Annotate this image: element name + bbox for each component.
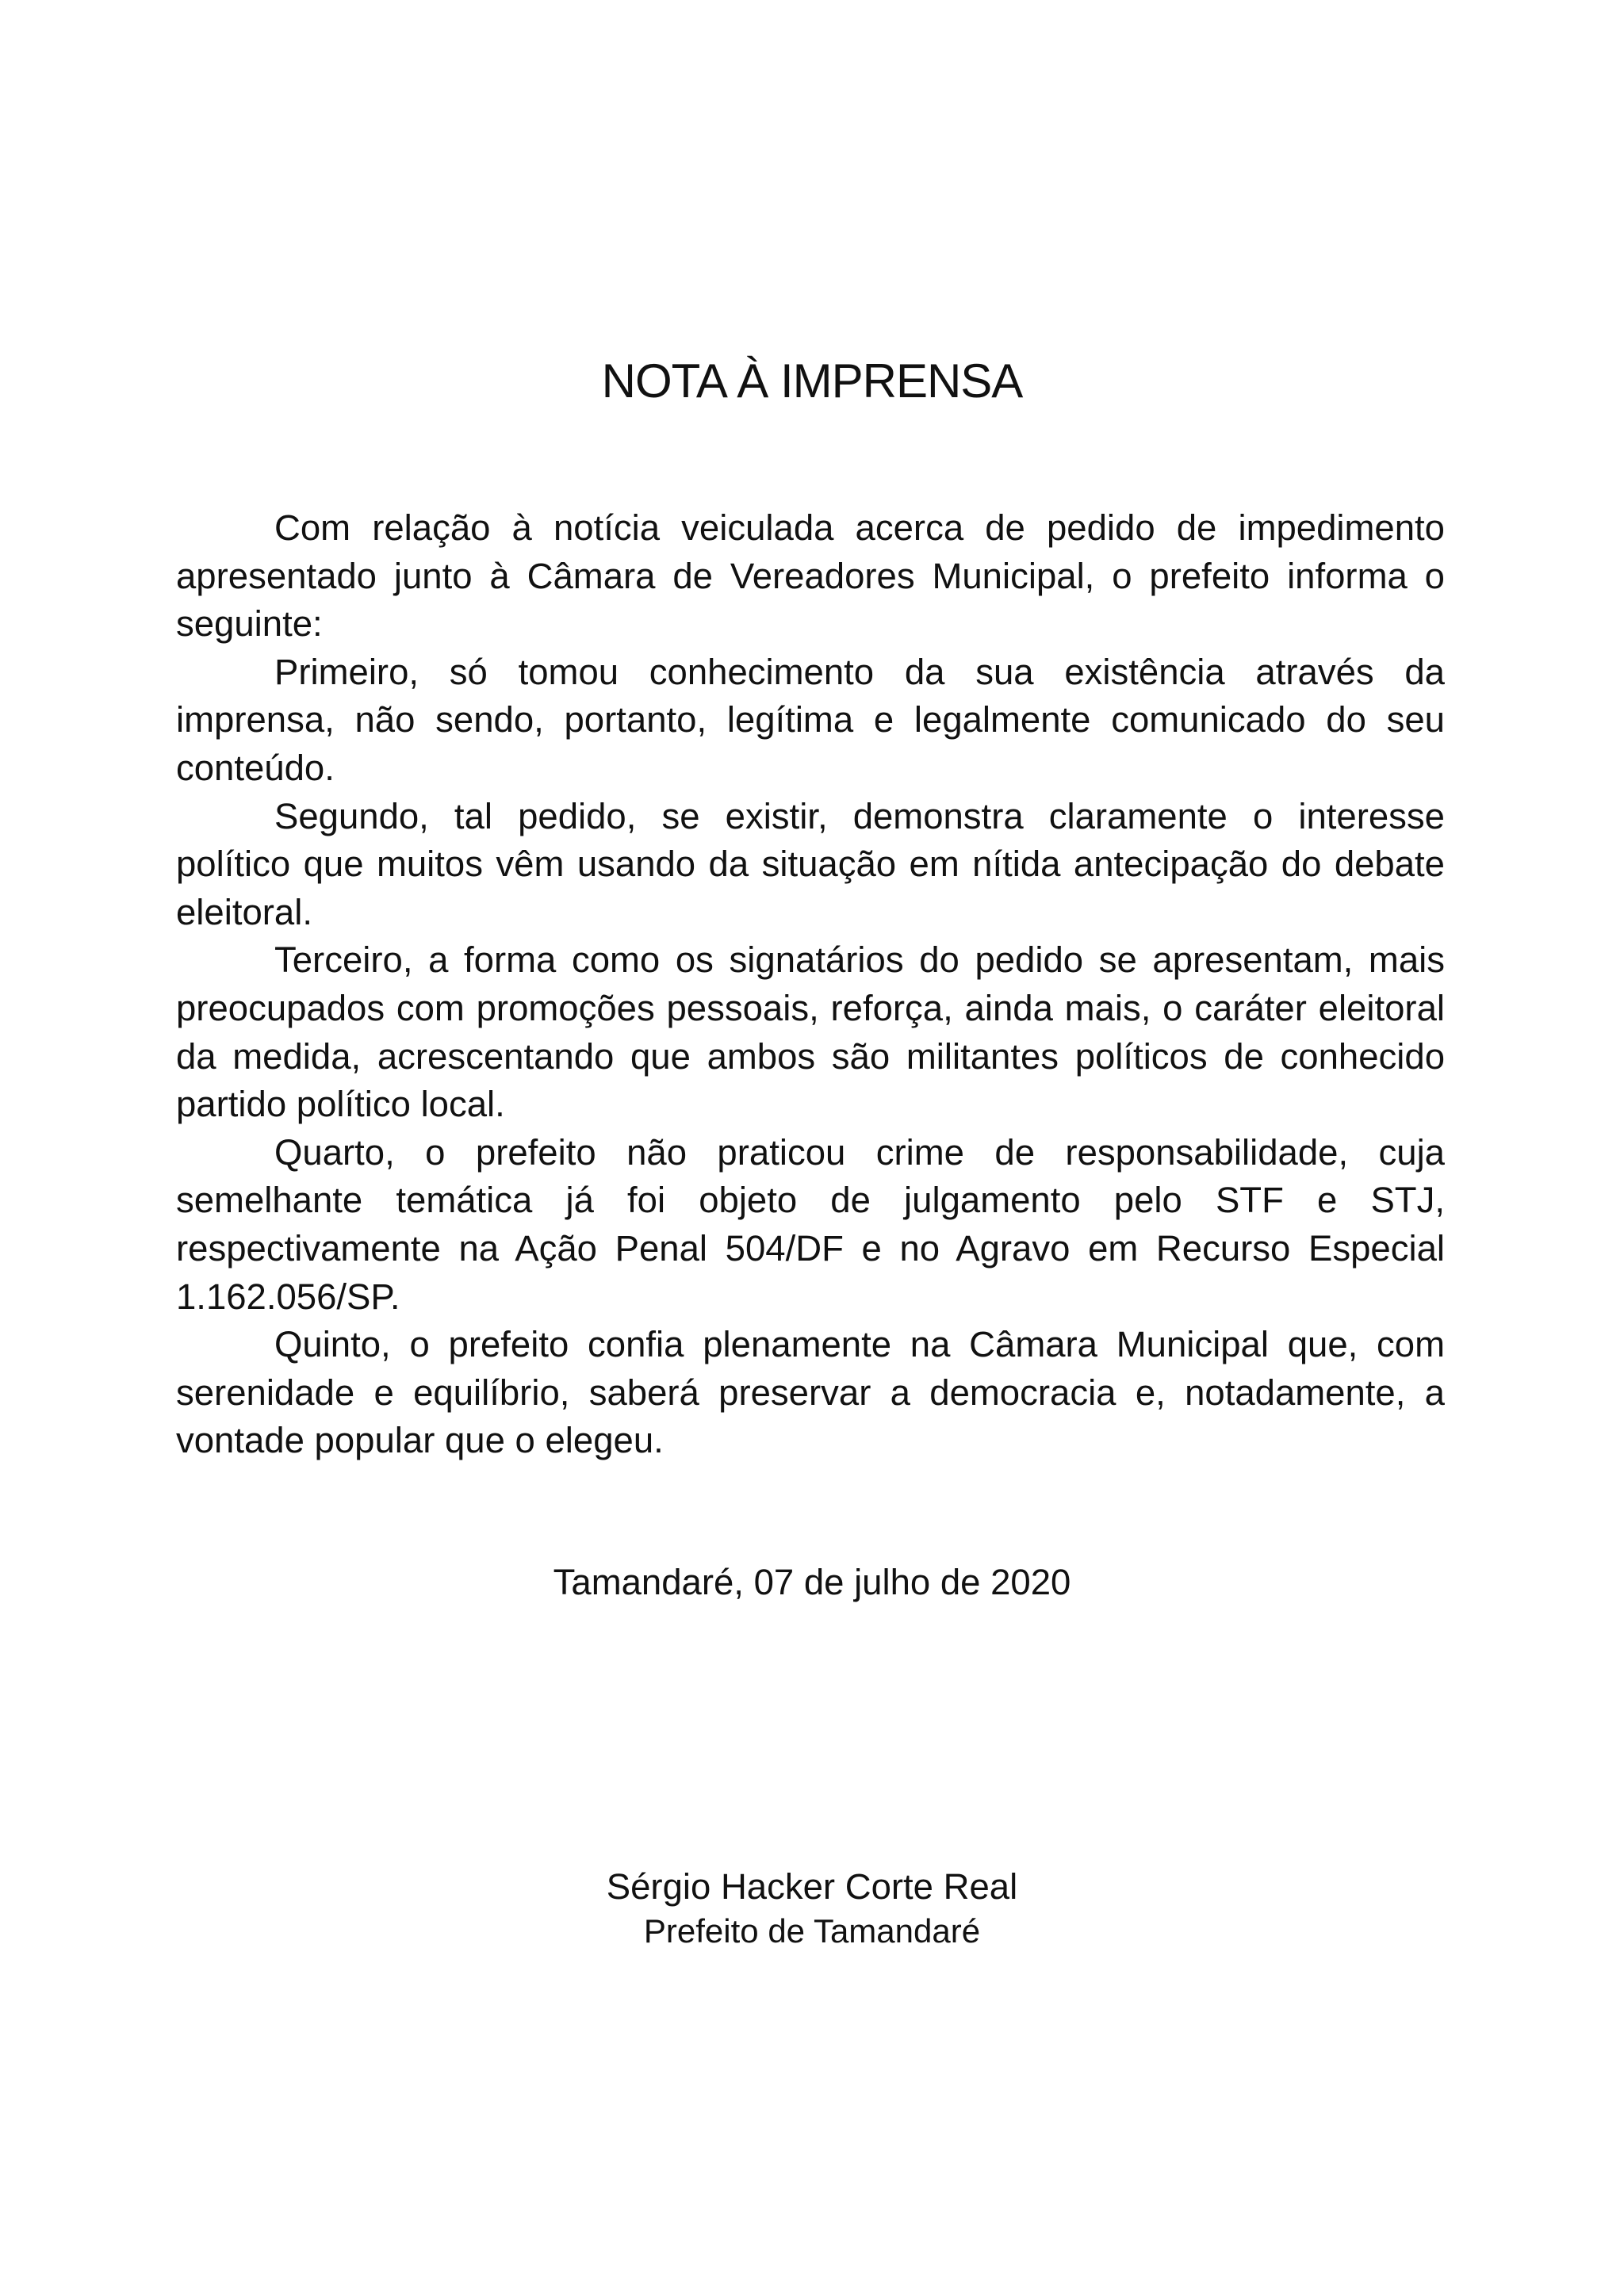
document-title: NOTA À IMPRENSA — [601, 354, 1023, 408]
paragraph-fifth: Quinto, o prefeito confia plenamente na Câmara Municipal que, com serenidade e equilíbrio, saberá preservar a democracia e, notadamente, a vontade popular que o elegeu. — [176, 1324, 1445, 1461]
paragraph-fourth: Quarto, o prefeito não praticou crime de responsabilidade, cuja semelhante temática já foi objeto de julgamento pelo STF e STJ, respectivamente na Ação Penal 504/DF e no Agravo em Recurso Especial 1.162.056/SP. — [176, 1131, 1445, 1317]
paragraph-third: Terceiro, a forma como os signatários do pedido se apresentam, mais preocupados com promoções pessoais, reforça, ainda mais, o caráter eleitoral da medida, acrescentando que ambos são militantes políticos de conhecido partido político local. — [176, 939, 1445, 1125]
document-body — [176, 504, 1445, 1465]
place-date: Tamandaré, 07 de julho de 2020 — [553, 1562, 1071, 1602]
signer-role: Prefeito de Tamandaré — [643, 1912, 981, 1950]
paragraph-intro: Com relação à notícia veiculada acerca de pedido de impedimento apresentado junto à Câmara de Vereadores Municipal, o prefeito informa o seguinte: — [176, 507, 1445, 645]
signer-name: Sérgio Hacker Corte Real — [606, 1866, 1018, 1907]
paragraph-first: Primeiro, só tomou conhecimento da sua existência através da imprensa, não sendo, portanto, legítima e legalmente comunicado do seu conteúdo. — [176, 651, 1445, 788]
paragraph-second: Segundo, tal pedido, se existir, demonstra claramente o interesse político que muitos vêm usando da situação em nítida antecipação do debate eleitoral. — [176, 795, 1445, 932]
